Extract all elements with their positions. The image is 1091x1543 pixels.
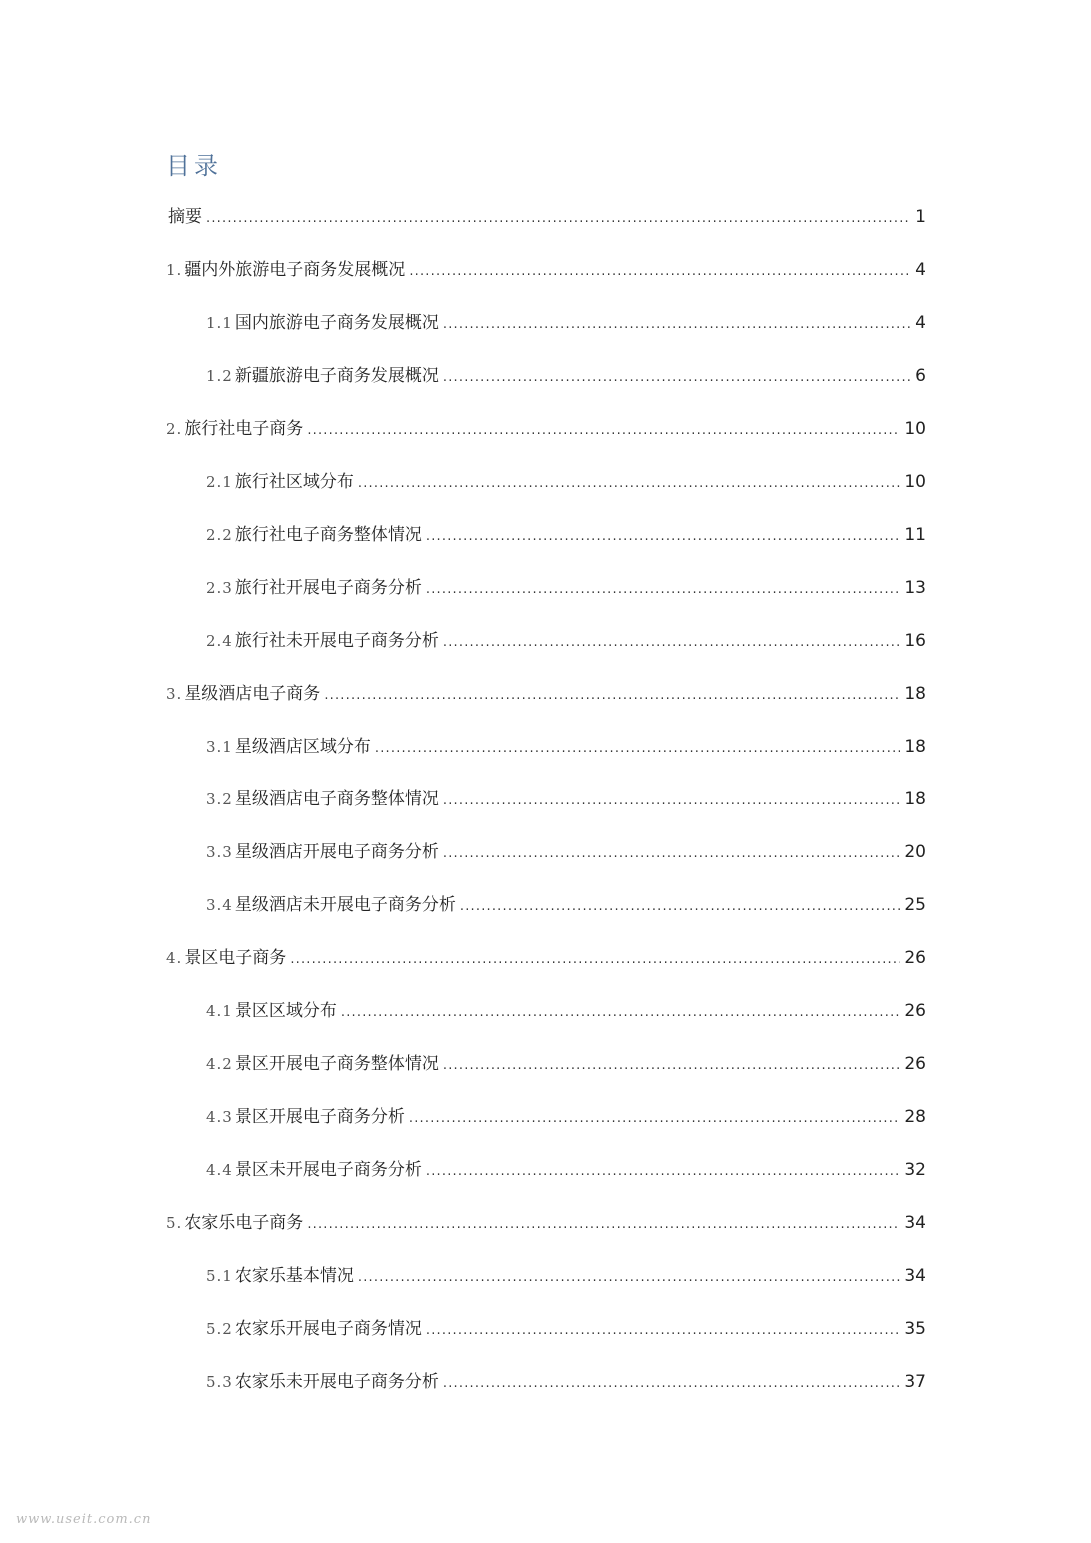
toc-entry-number: 2. [166, 419, 183, 438]
toc-entry-number: 5.3 [206, 1372, 233, 1391]
toc-entry[interactable] [206, 784, 926, 814]
dot-leader [358, 1263, 901, 1293]
toc-entry[interactable] [206, 308, 926, 338]
toc-entry-number: 2.2 [206, 525, 233, 544]
toc-entry-label: 农家乐开展电子商务情况 [234, 1318, 422, 1339]
toc-entry-label: 景区开展电子商务分析 [234, 1107, 405, 1128]
toc-entry-number: 4.1 [206, 1002, 233, 1021]
toc-entry-label: 旅行社开展电子商务分析 [234, 577, 422, 598]
toc-entry[interactable] [206, 732, 926, 762]
toc-entry-page-number: 13 [904, 577, 926, 598]
toc-entry-number: 1.1 [206, 313, 233, 332]
toc-entry-label: 国内旅游电子商务发展概况 [234, 312, 439, 333]
toc-entry-label: 景区区域分布 [234, 1001, 337, 1022]
toc-entry[interactable] [166, 1208, 926, 1238]
toc-entry[interactable] [206, 520, 926, 550]
toc-entry-page-number: 16 [904, 630, 926, 651]
toc-entry-page-number: 25 [904, 895, 926, 916]
toc-entry-number: 3.4 [206, 896, 233, 915]
dot-leader [443, 1369, 901, 1399]
toc-entry[interactable] [206, 890, 926, 920]
toc-entry-page-number: 18 [904, 789, 926, 810]
toc-entry-label: 农家乐电子商务 [184, 1213, 304, 1234]
dot-leader [358, 469, 901, 499]
toc-entry-page-number: 18 [904, 736, 926, 757]
toc-entry-page-number: 37 [904, 1371, 926, 1392]
dot-leader [426, 575, 901, 605]
toc-entry[interactable] [166, 679, 926, 709]
toc-entry[interactable] [206, 626, 926, 656]
toc-title: 目录 [166, 152, 222, 180]
toc-entry-page-number: 28 [904, 1107, 926, 1128]
toc-entry-number: 2.1 [206, 472, 233, 491]
toc-entry-page-number: 26 [904, 1001, 926, 1022]
toc-entry-label: 星级酒店未开展电子商务分析 [234, 895, 456, 916]
dot-leader [307, 1210, 900, 1240]
toc-entry[interactable] [206, 361, 926, 391]
toc-entry[interactable] [206, 573, 926, 603]
toc-entry-label: 景区未开展电子商务分析 [234, 1160, 422, 1181]
toc-entry-page-number: 1 [915, 207, 926, 227]
toc-entry-page-number: 32 [904, 1160, 926, 1181]
toc-entry[interactable] [206, 1314, 926, 1344]
dot-leader [206, 204, 911, 234]
dot-leader [443, 839, 901, 869]
toc-entry-page-number: 34 [904, 1266, 926, 1286]
toc-entry-number: 4.2 [206, 1055, 233, 1074]
dot-leader [324, 681, 900, 711]
toc-entry[interactable] [206, 1155, 926, 1185]
toc-entry-page-number: 26 [904, 1054, 926, 1075]
toc-entry[interactable] [206, 1049, 926, 1079]
toc-entry-label: 旅行社区域分布 [234, 471, 354, 492]
toc-entry-number: 2.4 [206, 631, 233, 650]
toc-entry-page-number: 20 [904, 842, 926, 863]
toc-entry-page-number: 10 [904, 418, 926, 439]
dot-leader [443, 310, 911, 340]
dot-leader [460, 892, 901, 922]
toc-entry-number: 3.3 [206, 843, 233, 862]
toc-entry-page-number: 10 [904, 471, 926, 492]
toc-entry-page-number: 11 [904, 524, 926, 545]
toc-entry-label: 星级酒店区域分布 [234, 736, 371, 757]
toc-entry-label: 旅行社未开展电子商务分析 [234, 630, 439, 651]
toc-entry-number: 5.2 [206, 1319, 233, 1338]
toc-entry[interactable] [206, 1261, 926, 1291]
dot-leader [443, 1051, 901, 1081]
toc-entry-page-number: 34 [904, 1213, 926, 1234]
toc-entry-label: 旅行社电子商务整体情况 [234, 524, 422, 545]
toc-entry[interactable] [166, 202, 926, 232]
toc-entry-number: 5. [166, 1214, 183, 1233]
dot-leader [426, 1316, 901, 1346]
watermark: www.useit.com.cn [16, 1512, 152, 1527]
toc-entry[interactable] [206, 996, 926, 1026]
dot-leader [307, 416, 900, 446]
toc-entry-number: 1.2 [206, 366, 233, 385]
toc-entry[interactable] [206, 467, 926, 497]
dot-leader [426, 522, 901, 552]
toc-entry-label: 旅行社电子商务 [184, 418, 304, 439]
dot-leader [290, 945, 900, 975]
toc-entry[interactable] [166, 414, 926, 444]
toc-entry-label: 景区电子商务 [184, 948, 287, 969]
toc-entry-page-number: 35 [904, 1318, 926, 1339]
toc-entry-page-number: 26 [904, 948, 926, 969]
toc-entry-number: 2.3 [206, 578, 233, 597]
toc-entry-label: 摘要 [168, 207, 202, 227]
dot-leader [443, 628, 901, 658]
toc-entry[interactable] [166, 943, 926, 973]
toc-entry-label: 农家乐基本情况 [234, 1266, 354, 1286]
toc-entry-number: 3.1 [206, 737, 233, 756]
dot-leader [341, 998, 901, 1028]
toc-entry-number: 4. [166, 949, 183, 968]
toc-entry-label: 星级酒店开展电子商务分析 [234, 842, 439, 863]
toc-entry-number: 3.2 [206, 790, 233, 809]
toc-entry-number: 5.1 [206, 1267, 233, 1285]
toc-entry-number: 4.4 [206, 1161, 233, 1180]
toc-entry-page-number: 4 [915, 259, 926, 280]
toc-entry-number: 1. [166, 260, 183, 279]
toc-entry-label: 农家乐未开展电子商务分析 [234, 1371, 439, 1392]
dot-leader [443, 786, 901, 816]
dot-leader [426, 1157, 901, 1187]
toc-entry[interactable] [206, 1102, 926, 1132]
toc-entry-label: 星级酒店电子商务 [184, 683, 321, 704]
toc-entry-number: 3. [166, 684, 183, 703]
toc-entry[interactable] [166, 255, 926, 285]
toc-entry-label: 景区开展电子商务整体情况 [234, 1054, 439, 1075]
dot-leader [375, 734, 901, 764]
dot-leader [409, 257, 911, 287]
toc-entry-page-number: 4 [915, 312, 926, 333]
toc-entry-label: 新疆旅游电子商务发展概况 [234, 365, 439, 386]
toc-entry-page-number: 6 [915, 365, 926, 386]
toc-entry-page-number: 18 [904, 683, 926, 704]
toc-entry-number: 4.3 [206, 1108, 233, 1127]
dot-leader [409, 1104, 901, 1134]
toc-entry[interactable] [206, 1367, 926, 1397]
toc-entry-label: 疆内外旅游电子商务发展概况 [184, 259, 406, 280]
dot-leader [443, 363, 911, 393]
toc-entry[interactable] [206, 837, 926, 867]
toc-entry-label: 星级酒店电子商务整体情况 [234, 789, 439, 810]
